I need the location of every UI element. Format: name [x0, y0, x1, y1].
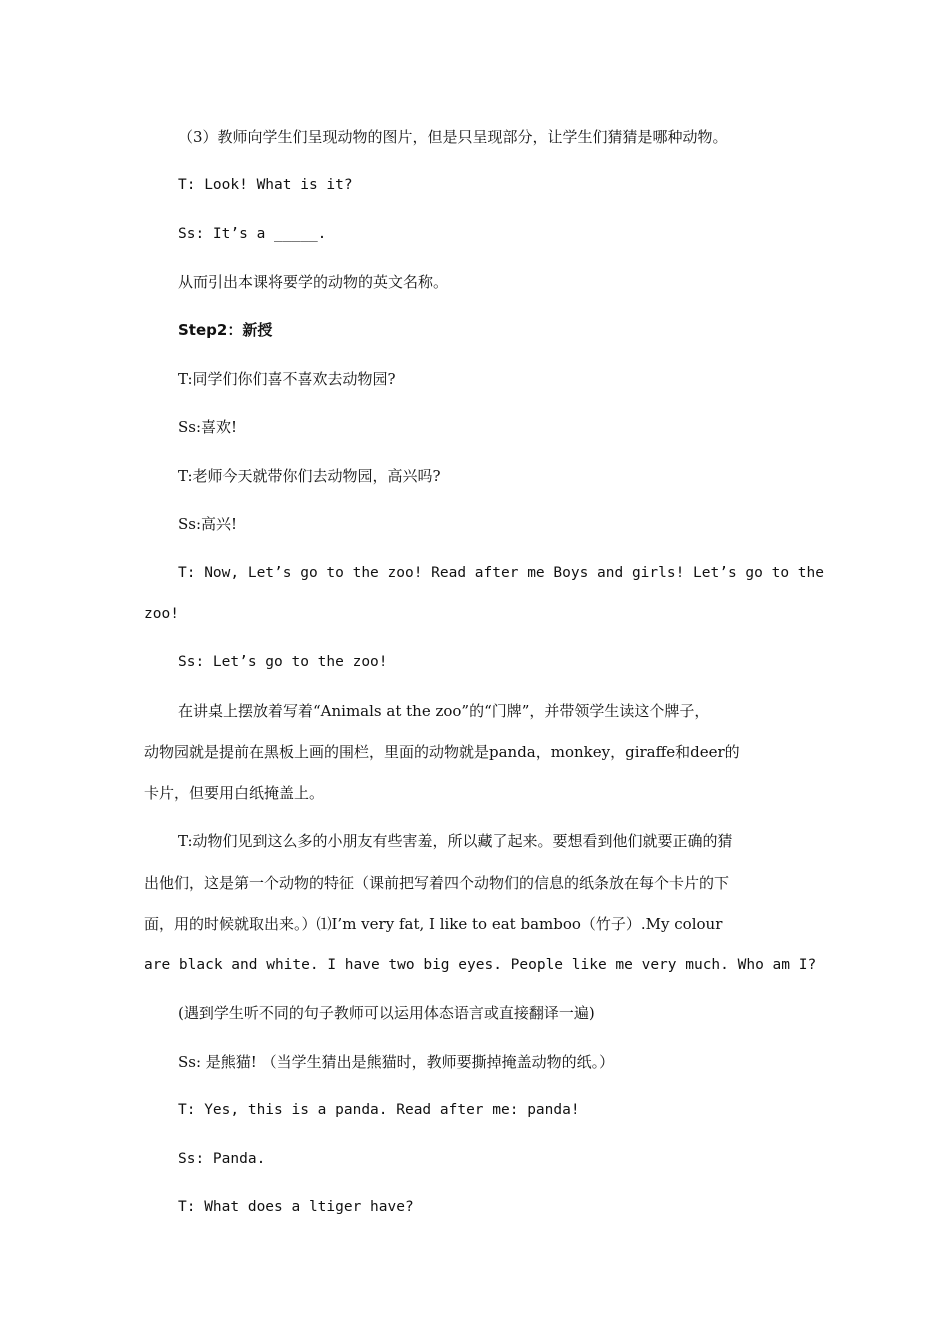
teacher-line-continued: 出他们，这是第一个动物的特征（课前把写着四个动物们的信息的纸条放在每个卡片的下 — [144, 874, 730, 892]
paragraph-text: 在讲桌上摆放着写着“Animals at the zoo”的“门牌”，并带领学生读这个牌子， — [178, 702, 710, 720]
teacher-line-continued: are black and white. I have two big eyes. People like me very much. Who am I? — [144, 957, 817, 973]
teacher-line: T:同学们你们喜不喜欢去动物园? — [178, 370, 396, 388]
teacher-line-continued: zoo! — [144, 606, 179, 622]
paragraph-step-3: （3）教师向学生们呈现动物的图片，但是只呈现部分，让学生们猜猜是哪种动物。 — [178, 128, 728, 146]
note-line: (遇到学生听不同的句子教师可以运用体态语言或直接翻译一遍) — [178, 1004, 595, 1022]
students-line: Ss: It’s a _____. — [178, 226, 327, 242]
teacher-line: T:老师今天就带你们去动物园，高兴吗? — [178, 467, 441, 485]
teacher-line: T: Now, Let’s go to the zoo! Read after me Boys and girls! Let’s go to the — [178, 565, 825, 581]
paragraph-text-continued: 动物园就是提前在黑板上画的围栏，里面的动物就是panda，monkey，giraffe和deer的 — [144, 743, 740, 761]
section-heading: Step2：新授 — [178, 321, 273, 339]
teacher-line: T: Yes, this is a panda. Read after me: panda! — [178, 1102, 580, 1118]
paragraph-text: 从而引出本课将要学的动物的英文名称。 — [178, 273, 449, 291]
students-line: Ss:喜欢! — [178, 418, 238, 436]
teacher-line: T: What does a ltiger have? — [178, 1199, 414, 1215]
students-line: Ss: Let’s go to the zoo! — [178, 654, 388, 670]
teacher-line: T:动物们见到这么多的小朋友有些害羞，所以藏了起来。要想看到他们就要正确的猜 — [178, 832, 733, 850]
teacher-line-continued: 面，用的时候就取出来。）⑴I’m very fat, I like to eat bamboo（竹子）.My colour — [144, 915, 723, 933]
paragraph-text-continued: 卡片，但要用白纸掩盖上。 — [144, 784, 325, 802]
students-line: Ss: Panda. — [178, 1151, 266, 1167]
students-line: Ss: 是熊猫! （当学生猜出是熊猫时，教师要撕掉掩盖动物的纸。） — [178, 1053, 615, 1071]
teacher-line: T: Look! What is it? — [178, 177, 353, 193]
students-line: Ss:高兴! — [178, 515, 238, 533]
